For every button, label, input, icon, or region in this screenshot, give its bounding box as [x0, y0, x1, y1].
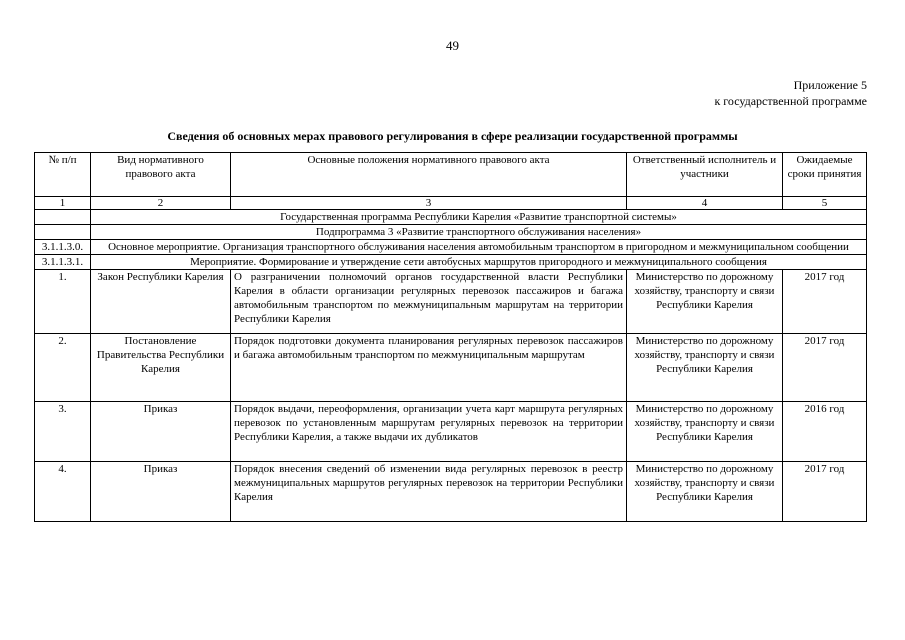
- row-provisions: Порядок внесения сведений об изменении вида регулярных перевозок в реестр межмуниципальных маршрутов регулярных перевозок на территории Республики Карелия: [231, 462, 627, 522]
- subprogram-title: Подпрограмма 3 «Развитие транспортного обслуживания населения»: [91, 225, 867, 240]
- row-deadline: 2017 год: [783, 462, 867, 522]
- appendix-note: [714, 77, 867, 109]
- column-number-row: [35, 197, 867, 210]
- column-number: 5: [783, 197, 867, 210]
- row-executor: Министерство по дорожному хозяйству, транспорту и связи Республики Карелия: [627, 462, 783, 522]
- row-deadline: 2016 год: [783, 402, 867, 462]
- row-act-type: Закон Республики Карелия: [91, 270, 231, 334]
- header-num: № п/п: [35, 153, 91, 197]
- row-executor: Министерство по дорожному хозяйству, транспорту и связи Республики Карелия: [627, 334, 783, 402]
- row-act-type: Постановление Правительства Республики Карелия: [91, 334, 231, 402]
- table-row: [35, 334, 867, 402]
- main-event-row: [35, 240, 867, 255]
- program-row: [35, 210, 867, 225]
- main-event-text: Основное мероприятие. Организация транспортного обслуживания населения автомобильным транспортом в пригородном и межмуниципальном сообщении: [91, 240, 867, 255]
- row-act-type: Приказ: [91, 462, 231, 522]
- header-provisions: Основные положения нормативного правового акта: [231, 153, 627, 197]
- subprogram-row: [35, 225, 867, 240]
- row-executor: Министерство по дорожному хозяйству, транспорту и связи Республики Карелия: [627, 402, 783, 462]
- column-number: 1: [35, 197, 91, 210]
- row-deadline: 2017 год: [783, 334, 867, 402]
- event-code: 3.1.1.3.1.: [35, 255, 91, 270]
- page-number: 49: [446, 38, 459, 53]
- table-row: [35, 402, 867, 462]
- row-num: 4.: [35, 462, 91, 522]
- document-title: Сведения об основных мерах правового регулирования в сфере реализации государственной программы: [167, 129, 738, 143]
- row-num: 3.: [35, 402, 91, 462]
- row-act-type: Приказ: [91, 402, 231, 462]
- appendix-line-2: к государственной программе: [714, 94, 867, 108]
- column-number: 2: [91, 197, 231, 210]
- row-deadline: 2017 год: [783, 270, 867, 334]
- header-deadline: Ожидаемые сроки принятия: [783, 153, 867, 197]
- table-row: [35, 462, 867, 522]
- column-number: 3: [231, 197, 627, 210]
- event-row: [35, 255, 867, 270]
- empty-cell: [35, 210, 91, 225]
- column-number: 4: [627, 197, 783, 210]
- header-row: [35, 153, 867, 197]
- row-executor: Министерство по дорожному хозяйству, транспорту и связи Республики Карелия: [627, 270, 783, 334]
- row-provisions: Порядок подготовки документа планирования регулярных перевозок пассажиров и багажа автомобильным транспортом по межмуниципальным маршрутам: [231, 334, 627, 402]
- row-provisions: О разграничении полномочий органов государственной власти Республики Карелия в области организации регулярных перевозок пассажиров и багажа автомобильным транспортом по межмуниципальным маршрутам на территории Республики Карелия: [231, 270, 627, 334]
- table-row: [35, 270, 867, 334]
- row-provisions: Порядок выдачи, переоформления, организации учета карт маршрута регулярных перевозок по установленным маршрутам регулярных перевозок на территории Республики Карелия, а также выдачи их дубликатов: [231, 402, 627, 462]
- header-act-type: Вид нормативного правового акта: [91, 153, 231, 197]
- row-num: 2.: [35, 334, 91, 402]
- program-title: Государственная программа Республики Карелия «Развитие транспортной системы»: [91, 210, 867, 225]
- appendix-line-1: Приложение 5: [793, 78, 867, 92]
- row-num: 1.: [35, 270, 91, 334]
- empty-cell: [35, 225, 91, 240]
- legal-measures-table: [34, 152, 867, 522]
- event-text: Мероприятие. Формирование и утверждение сети автобусных маршрутов пригородного и межмуниципального сообщения: [91, 255, 867, 270]
- header-executor: Ответственный исполнитель и участники: [627, 153, 783, 197]
- main-event-code: 3.1.1.3.0.: [35, 240, 91, 255]
